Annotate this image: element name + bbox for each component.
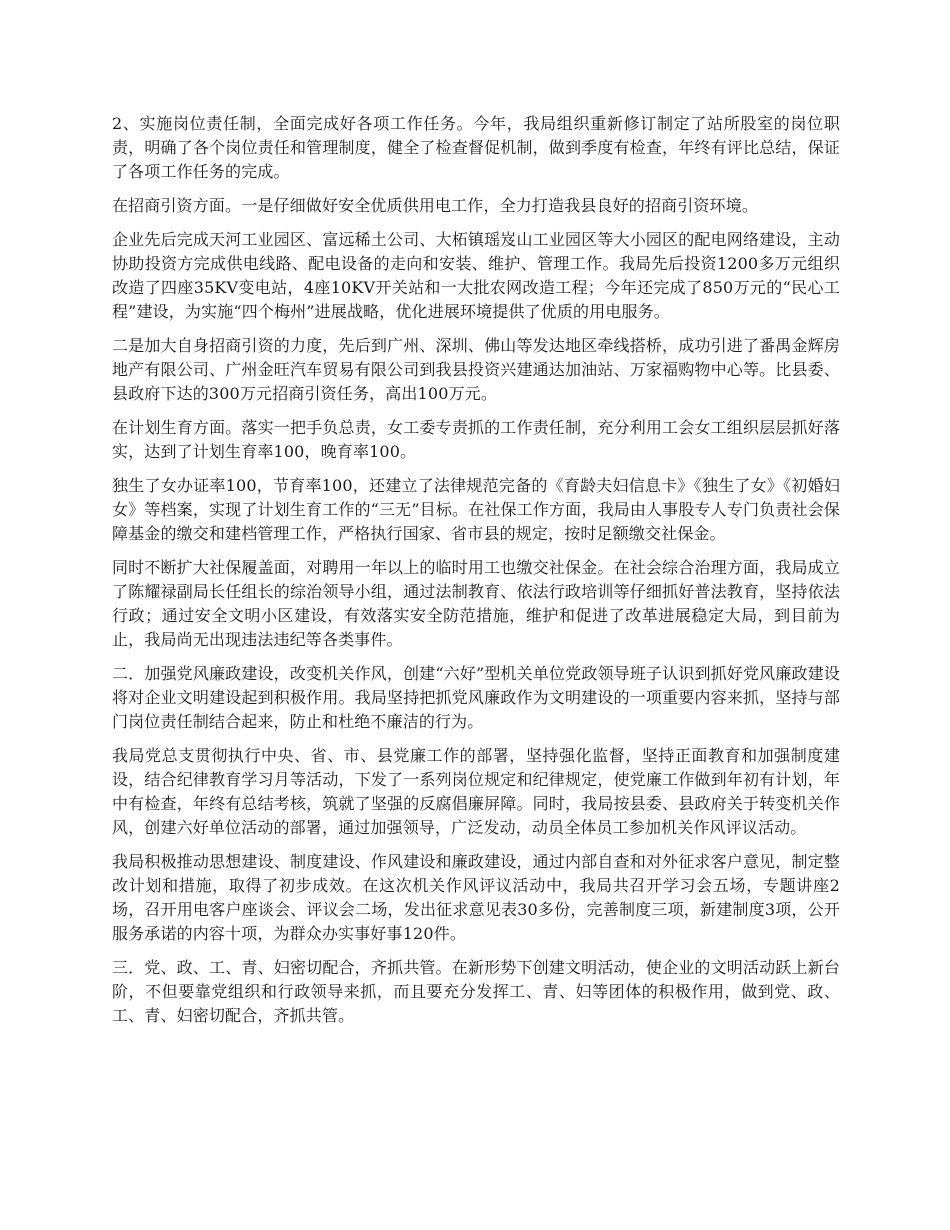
- paragraph-8: 二．加强党风廉政建设，改变机关作风，创建“六好”型机关单位党政领导班子认识到抓好党风廉政建设将对企业文明建设起到积极作用。我局坚持把抓党风廉政作为文明建设的一项重要内容来抓，坚持与部门岗位责任制结合起来，防止和杜绝不廉洁的行为。: [112, 664, 840, 731]
- paragraph-1: 2、实施岗位责任制，全面完成好各项工作任务。今年，我局组织重新修订制定了站所股室的岗位职责，明确了各个岗位责任和管理制度，健全了检查督促机制，做到季度有检查，年终有评比总结，保证了各项工作任务的完成。: [112, 114, 840, 181]
- paragraph-11: 三．党、政、工、青、妇密切配合，齐抓共管。在新形势下创建文明活动，使企业的文明活动跃上新台阶，不但要靠党组织和行政领导来抓，而且要充分发挥工、青、妇等团体的积极作用，做到党、政、工、青、妇密切配合，齐抓共管。: [112, 958, 840, 1025]
- paragraph-5: 在计划生育方面。落实一把手负总责，女工委专责抓的工作责任制，充分利用工会女工组织层层抓好落实，达到了计划生育率100，晚育率100。: [112, 418, 840, 461]
- paragraph-10: 我局积极推动思想建设、制度建设、作风建设和廉政建设，通过内部自查和对外征求客户意见，制定整改计划和措施，取得了初步成效。在这次机关作风评议活动中，我局共召开学习会五场，专题讲座2场，召开用电客户座谈会、评议会二场，发出征求意见表30多份，完善制度三项，新建制度3项，公开服务承诺的内容十项，为群众办实事好事120件。: [112, 852, 840, 943]
- paragraph-4: 二是加大自身招商引资的力度，先后到广州、深圳、佛山等发达地区牵线搭桥，成功引进了番禺金辉房地产有限公司、广州金旺汽车贸易有限公司到我县投资兴建通达加油站、万家福购物中心等。比县委、县政府下达的300万元招商引资任务，高出100万元。: [112, 336, 840, 403]
- paragraph-7: 同时不断扩大社保履盖面，对聘用一年以上的临时用工也缴交社保金。在社会综合治理方面，我局成立了陈耀禄副局长任组长的综治领导小组，通过法制教育、依法行政培训等仔细抓好普法教育，坚持依法行政；通过安全文明小区建设，有效落实安全防范措施，维护和促进了改革进展稳定大局，到目前为止，我局尚无出现违法违纪等各类事件。: [112, 558, 840, 649]
- paragraph-2: 在招商引资方面。一是仔细做好安全优质供用电工作，全力打造我县良好的招商引资环境。: [112, 196, 759, 215]
- paragraph-9: 我局党总支贯彻执行中央、省、市、县党廉工作的部署，坚持强化监督，坚持正面教育和加强制度建设，结合纪律教育学习月等活动，下发了一系列岗位规定和纪律规定，使党廉工作做到年初有计划，年中有检查，年终有总结考核，筑就了坚强的反腐倡廉屏障。同时，我局按县委、县政府关于转变机关作风，创建六好单位活动的部署，通过加强领导，广泛发动，动员全体员工参加机关作风评议活动。: [112, 746, 840, 837]
- paragraph-6: 独生了女办证率100，节育率100，还建立了法律规范完备的《育龄夫妇信息卡》《独生了女》《初婚妇女》等档案，实现了计划生育工作的“三无”目标。在社保工作方面，我局由人事股专人专门负责社会保障基金的缴交和建档管理工作，严格执行国家、省市县的规定，按时足额缴交社保金。: [112, 476, 840, 543]
- paragraph-3: 企业先后完成天河工业园区、富远稀土公司、大柘镇瑶岌山工业园区等大小园区的配电网络建设，主动协助投资方完成供电线路、配电设备的走向和安装、维护、管理工作。我局先后投资1200多万元组织改造了四座35KV变电站，4座10KV开关站和一大批农网改造工程；今年还完成了850万元的“民心工程”建设，为实施“四个梅州”进展战略，优化进展环境提供了优质的用电服务。: [112, 230, 840, 321]
- document-body: [112, 112, 840, 1038]
